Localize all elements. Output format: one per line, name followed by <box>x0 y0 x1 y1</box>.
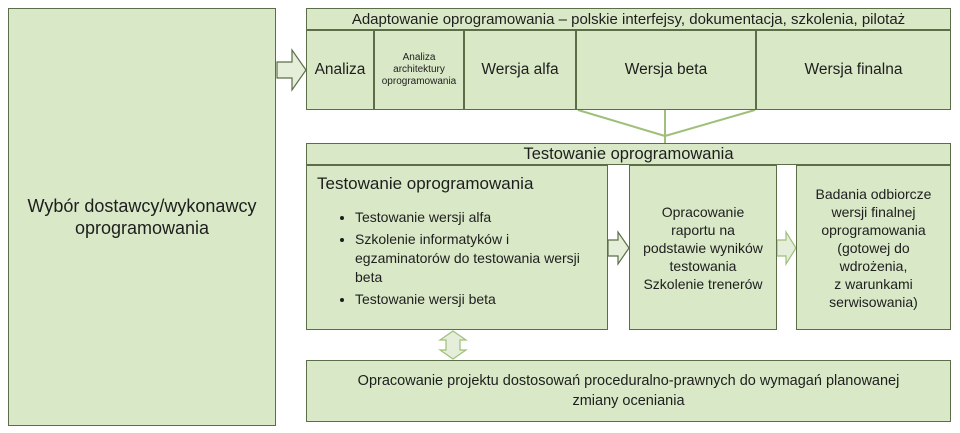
supplier-selection-line1: Wybór dostawcy/wykonawcy <box>27 196 257 216</box>
research-line: wdrożenia, <box>839 257 908 274</box>
procedural-legal-box <box>306 360 951 422</box>
arrow-to-research <box>777 232 796 264</box>
report-line: podstawie wyników <box>643 239 763 256</box>
phase-final <box>756 30 951 110</box>
testing-bullet: • Testowanie wersji beta <box>355 290 597 309</box>
phase-arch-line: oprogramowania <box>381 76 457 87</box>
report-line: Szkolenie trenerów <box>643 275 763 292</box>
double-arrow-vertical <box>440 331 466 359</box>
funnel-line-right <box>665 110 755 136</box>
research-line: oprogramowania <box>821 221 926 238</box>
report-line: raportu na <box>671 221 735 238</box>
adaptation-header: Adaptowanie oprogramowania – polskie interfejsy, dokumentacja, szkolenia, pilotaż <box>306 8 951 30</box>
testing-bullet: • Testowanie wersji alfa <box>355 208 597 227</box>
testing-detail-title: Testowanie oprogramowania <box>317 174 534 193</box>
testing-bullet: • Szkolenie informatyków i egzaminatorów do testowania wersji beta <box>355 230 597 287</box>
procedural-legal-line1: Opracowanie projektu dostosowań proceduralno-prawnych do wymagań planowanej <box>357 373 900 389</box>
phase-analiza-label: Analiza <box>314 61 366 78</box>
research-line: Badania odbiorcze <box>815 185 932 202</box>
research-line: wersji finalnej <box>831 203 916 220</box>
phase-alpha <box>464 30 576 110</box>
arrow-to-report <box>608 232 629 264</box>
phase-arch-line: Analiza <box>402 52 436 63</box>
testing-header: Testowanie oprogramowania <box>306 143 951 165</box>
testing-bullet-list <box>317 208 597 309</box>
procedural-legal-line2: zmiany oceniania <box>572 393 685 409</box>
supplier-selection-line2: oprogramowania <box>74 218 210 238</box>
phase-final-label: Wersja finalna <box>804 61 903 78</box>
testing-detail-box <box>306 165 608 330</box>
arrow-to-phases <box>277 50 306 90</box>
report-box <box>629 165 777 330</box>
report-line: Opracowanie <box>661 203 745 220</box>
research-line: z warunkami <box>834 275 913 292</box>
research-line: (gotowej do <box>837 239 910 256</box>
acceptance-research-box <box>796 165 951 330</box>
phase-beta-label: Wersja beta <box>624 61 708 78</box>
phase-architecture-analysis <box>374 30 464 110</box>
phase-alpha-label: Wersja alfa <box>481 61 559 78</box>
funnel-line-left <box>578 110 665 136</box>
supplier-selection-box <box>8 8 276 426</box>
research-line: serwisowania) <box>829 293 918 310</box>
phase-analiza <box>306 30 374 110</box>
report-line: testowania <box>669 257 737 274</box>
phase-beta <box>576 30 756 110</box>
phase-arch-line: architektury <box>393 64 445 75</box>
